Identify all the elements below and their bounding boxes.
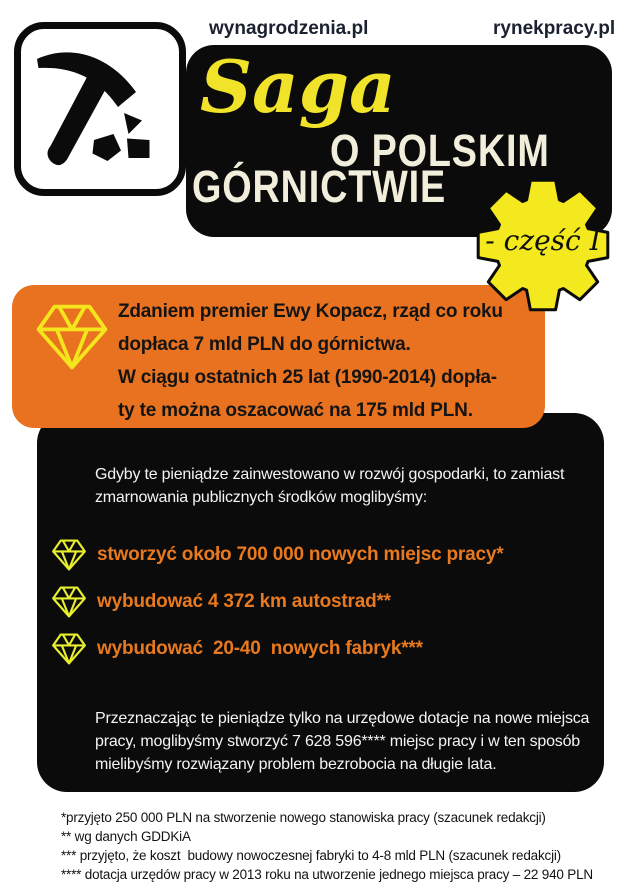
outro-line: mielibyśmy rozwiązany problem bezrobocia na długie lata. xyxy=(95,756,497,773)
outro-line: Przeznaczając te pieniądze tylko na urzędowe dotacje na nowe miejsca xyxy=(95,710,590,727)
part-badge-label: - część I xyxy=(485,224,601,257)
bullet-label: wybudować 20-40 nowych fabryk*** xyxy=(97,638,423,659)
diamond-icon xyxy=(51,535,87,575)
footnote: *** przyjęto, że koszt budowy nowoczesnej fabryki to 4-8 mld PLN (szacunek redakcji) xyxy=(61,848,561,863)
diamond-icon xyxy=(34,297,110,377)
intro-line: zmarnowania publicznych środków moglibyśmy: xyxy=(95,489,427,506)
fact-line: dopłaca 7 mld PLN do górnictwa. xyxy=(118,334,411,355)
bullet-label: stworzyć około 700 000 nowych miejsc pracy* xyxy=(97,544,504,565)
title-line-1: O POLSKIM xyxy=(330,125,550,176)
title-line-2: GÓRNICTWIE xyxy=(192,161,447,212)
footnote: **** dotacja urzędów pracy w 2013 roku na utworzenie jednego miejsca pracy – 22 940 PLN xyxy=(61,867,593,882)
pickaxe-coal-icon xyxy=(25,35,175,185)
bullet-highways xyxy=(51,582,391,622)
fact-line: W ciągu ostatnich 25 lat (1990-2014) dopła- xyxy=(118,367,497,388)
fact-line: ty te można oszacować na 175 mld PLN. xyxy=(118,400,473,421)
pickaxe-logo-box xyxy=(14,22,186,196)
fact-line: Zdaniem premier Ewy Kopacz, rząd co roku xyxy=(118,301,503,322)
footnote: *przyjęto 250 000 PLN na stworzenie nowego stanowiska pracy (szacunek redakcji) xyxy=(61,810,546,825)
diamond-icon xyxy=(51,629,87,669)
link-wynagrodzenia[interactable]: wynagrodzenia.pl xyxy=(209,18,369,39)
title-script-word: Saga xyxy=(200,44,396,129)
diamond-icon xyxy=(51,582,87,622)
footnote: ** wg danych GDDKiA xyxy=(61,829,191,844)
bullet-label: wybudować 4 372 km autostrad** xyxy=(97,591,391,612)
intro-line: Gdyby te pieniądze zainwestowano w rozwój gospodarki, to zamiast xyxy=(95,466,565,483)
invest-box xyxy=(37,413,604,792)
bullet-jobs xyxy=(51,535,503,575)
link-rynekpracy[interactable]: rynekpracy.pl xyxy=(493,18,616,39)
outro-line: pracy, moglibyśmy stworzyć 7 628 596**** miejsc pracy i w ten sposób xyxy=(95,733,580,750)
bullet-factories xyxy=(51,629,423,669)
fact-box xyxy=(12,285,545,428)
